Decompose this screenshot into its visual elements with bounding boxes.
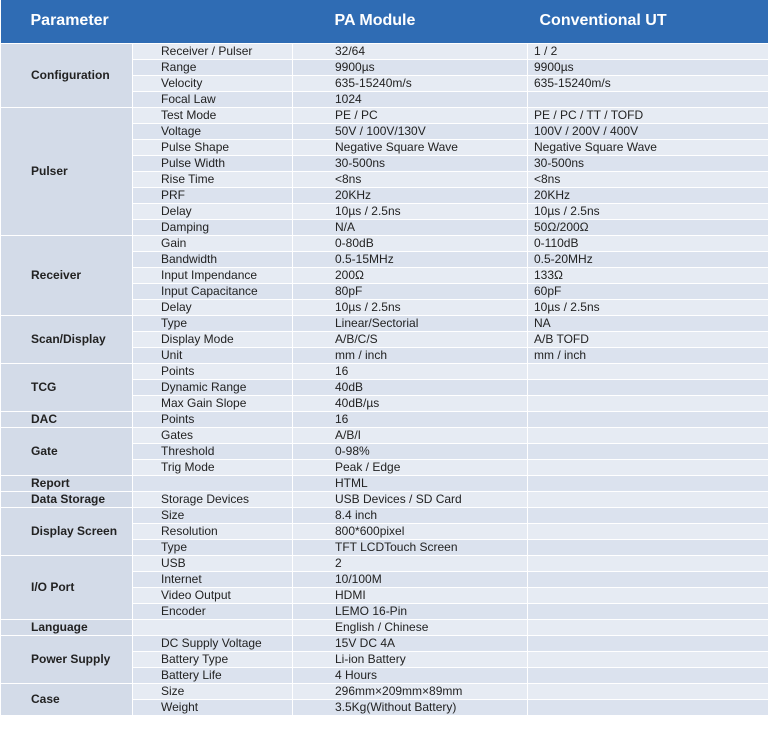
- sub-parameter: Internet: [133, 571, 293, 587]
- table-row: [1, 475, 768, 491]
- sub-parameter: Battery Type: [133, 651, 293, 667]
- ut-value: 1 / 2: [528, 43, 768, 59]
- group-label: Case: [1, 683, 133, 715]
- ut-value: [528, 91, 768, 107]
- sub-parameter: Delay: [133, 203, 293, 219]
- ut-value: 100V / 200V / 400V: [528, 123, 768, 139]
- sub-parameter: USB: [133, 555, 293, 571]
- table-row: [1, 555, 768, 571]
- ut-value: [528, 587, 768, 603]
- ut-value: 9900µs: [528, 59, 768, 75]
- pa-value: 1024: [293, 91, 528, 107]
- sub-parameter: Type: [133, 315, 293, 331]
- group-label: Data Storage: [1, 491, 133, 507]
- pa-value: English / Chinese: [293, 619, 528, 635]
- pa-value: 16: [293, 363, 528, 379]
- pa-value: 30-500ns: [293, 155, 528, 171]
- pa-value: 9900µs: [293, 59, 528, 75]
- ut-value: [528, 363, 768, 379]
- pa-value: mm / inch: [293, 347, 528, 363]
- group-label: DAC: [1, 411, 133, 427]
- sub-parameter: PRF: [133, 187, 293, 203]
- spec-body: [1, 43, 768, 715]
- pa-value: N/A: [293, 219, 528, 235]
- sub-parameter: Max Gain Slope: [133, 395, 293, 411]
- pa-value: 2: [293, 555, 528, 571]
- pa-value: Li-ion Battery: [293, 651, 528, 667]
- pa-value: 80pF: [293, 283, 528, 299]
- table-row: [1, 363, 768, 379]
- table-row: [1, 235, 768, 251]
- sub-parameter: Delay: [133, 299, 293, 315]
- sub-parameter: Gates: [133, 427, 293, 443]
- table-row: [1, 315, 768, 331]
- ut-value: [528, 395, 768, 411]
- pa-value: PE / PC: [293, 107, 528, 123]
- sub-parameter: Rise Time: [133, 171, 293, 187]
- ut-value: [528, 603, 768, 619]
- pa-value: 200Ω: [293, 267, 528, 283]
- sub-parameter: Threshold: [133, 443, 293, 459]
- sub-parameter: Type: [133, 539, 293, 555]
- ut-value: 0-110dB: [528, 235, 768, 251]
- table-row: [1, 491, 768, 507]
- pa-value: 10/100M: [293, 571, 528, 587]
- pa-value: 32/64: [293, 43, 528, 59]
- ut-value: [528, 699, 768, 715]
- ut-value: 20KHz: [528, 187, 768, 203]
- ut-value: [528, 683, 768, 699]
- sub-parameter: DC Supply Voltage: [133, 635, 293, 651]
- sub-parameter: Points: [133, 411, 293, 427]
- table-row: [1, 411, 768, 427]
- ut-value: 635-15240m/s: [528, 75, 768, 91]
- ut-value: 133Ω: [528, 267, 768, 283]
- sub-parameter: Voltage: [133, 123, 293, 139]
- pa-value: HTML: [293, 475, 528, 491]
- sub-parameter: Gain: [133, 235, 293, 251]
- pa-value: 3.5Kg(Without Battery): [293, 699, 528, 715]
- pa-value: 15V DC 4A: [293, 635, 528, 651]
- sub-parameter: Focal Law: [133, 91, 293, 107]
- header-pa-module: PA Module: [293, 0, 528, 43]
- ut-value: [528, 619, 768, 635]
- ut-value: 30-500ns: [528, 155, 768, 171]
- pa-value: TFT LCDTouch Screen: [293, 539, 528, 555]
- sub-parameter: Test Mode: [133, 107, 293, 123]
- pa-value: LEMO 16-Pin: [293, 603, 528, 619]
- ut-value: [528, 571, 768, 587]
- group-label: I/O Port: [1, 555, 133, 619]
- sub-parameter: Pulse Width: [133, 155, 293, 171]
- ut-value: PE / PC / TT / TOFD: [528, 107, 768, 123]
- pa-value: 10µs / 2.5ns: [293, 203, 528, 219]
- header-parameter: Parameter: [1, 0, 133, 43]
- sub-parameter: [133, 619, 293, 635]
- pa-value: 40dB: [293, 379, 528, 395]
- sub-parameter: [133, 475, 293, 491]
- header-conventional-ut: Conventional UT: [528, 0, 768, 43]
- group-label: Report: [1, 475, 133, 491]
- pa-value: 635-15240m/s: [293, 75, 528, 91]
- sub-parameter: Unit: [133, 347, 293, 363]
- sub-parameter: Storage Devices: [133, 491, 293, 507]
- ut-value: <8ns: [528, 171, 768, 187]
- ut-value: [528, 539, 768, 555]
- ut-value: A/B TOFD: [528, 331, 768, 347]
- sub-parameter: Encoder: [133, 603, 293, 619]
- pa-value: HDMI: [293, 587, 528, 603]
- group-label: Gate: [1, 427, 133, 475]
- sub-parameter: Pulse Shape: [133, 139, 293, 155]
- ut-value: [528, 443, 768, 459]
- ut-value: [528, 667, 768, 683]
- sub-parameter: Video Output: [133, 587, 293, 603]
- ut-value: [528, 411, 768, 427]
- table-row: [1, 427, 768, 443]
- sub-parameter: Resolution: [133, 523, 293, 539]
- sub-parameter: Input Capacitance: [133, 283, 293, 299]
- ut-value: 0.5-20MHz: [528, 251, 768, 267]
- ut-value: [528, 427, 768, 443]
- ut-value: [528, 491, 768, 507]
- table-row: [1, 507, 768, 523]
- ut-value: 50Ω/200Ω: [528, 219, 768, 235]
- group-label: Display Screen: [1, 507, 133, 555]
- group-label: TCG: [1, 363, 133, 411]
- pa-value: A/B/I: [293, 427, 528, 443]
- ut-value: [528, 523, 768, 539]
- ut-value: [528, 651, 768, 667]
- sub-parameter: Size: [133, 507, 293, 523]
- group-label: Power Supply: [1, 635, 133, 683]
- ut-value: [528, 507, 768, 523]
- sub-parameter: Input Impendance: [133, 267, 293, 283]
- sub-parameter: Bandwidth: [133, 251, 293, 267]
- pa-value: <8ns: [293, 171, 528, 187]
- pa-value: 8.4 inch: [293, 507, 528, 523]
- pa-value: 40dB/µs: [293, 395, 528, 411]
- sub-parameter: Damping: [133, 219, 293, 235]
- ut-value: mm / inch: [528, 347, 768, 363]
- pa-value: Negative Square Wave: [293, 139, 528, 155]
- pa-value: 296mm×209mm×89mm: [293, 683, 528, 699]
- pa-value: Linear/Sectorial: [293, 315, 528, 331]
- table-row: [1, 635, 768, 651]
- header-row: [1, 0, 768, 43]
- ut-value: [528, 475, 768, 491]
- sub-parameter: Display Mode: [133, 331, 293, 347]
- ut-value: [528, 555, 768, 571]
- ut-value: Negative Square Wave: [528, 139, 768, 155]
- pa-value: 800*600pixel: [293, 523, 528, 539]
- pa-value: A/B/C/S: [293, 331, 528, 347]
- sub-parameter: Battery Life: [133, 667, 293, 683]
- table-row: [1, 107, 768, 123]
- ut-value: [528, 379, 768, 395]
- ut-value: 10µs / 2.5ns: [528, 203, 768, 219]
- group-label: Scan/Display: [1, 315, 133, 363]
- sub-parameter: Weight: [133, 699, 293, 715]
- ut-value: 10µs / 2.5ns: [528, 299, 768, 315]
- group-label: Configuration: [1, 43, 133, 107]
- header-spacer: [133, 0, 293, 43]
- pa-value: 50V / 100V/130V: [293, 123, 528, 139]
- group-label: Receiver: [1, 235, 133, 315]
- sub-parameter: Trig Mode: [133, 459, 293, 475]
- table-row: [1, 619, 768, 635]
- pa-value: 20KHz: [293, 187, 528, 203]
- pa-value: 0.5-15MHz: [293, 251, 528, 267]
- ut-value: 60pF: [528, 283, 768, 299]
- pa-value: 10µs / 2.5ns: [293, 299, 528, 315]
- sub-parameter: Size: [133, 683, 293, 699]
- ut-value: NA: [528, 315, 768, 331]
- ut-value: [528, 459, 768, 475]
- ut-value: [528, 635, 768, 651]
- sub-parameter: Dynamic Range: [133, 379, 293, 395]
- pa-value: 0-80dB: [293, 235, 528, 251]
- sub-parameter: Range: [133, 59, 293, 75]
- group-label: Language: [1, 619, 133, 635]
- sub-parameter: Points: [133, 363, 293, 379]
- sub-parameter: Velocity: [133, 75, 293, 91]
- pa-value: Peak / Edge: [293, 459, 528, 475]
- pa-value: USB Devices / SD Card: [293, 491, 528, 507]
- group-label: Pulser: [1, 107, 133, 235]
- pa-value: 4 Hours: [293, 667, 528, 683]
- table-row: [1, 683, 768, 699]
- sub-parameter: Receiver / Pulser: [133, 43, 293, 59]
- table-row: [1, 43, 768, 59]
- pa-value: 0-98%: [293, 443, 528, 459]
- pa-value: 16: [293, 411, 528, 427]
